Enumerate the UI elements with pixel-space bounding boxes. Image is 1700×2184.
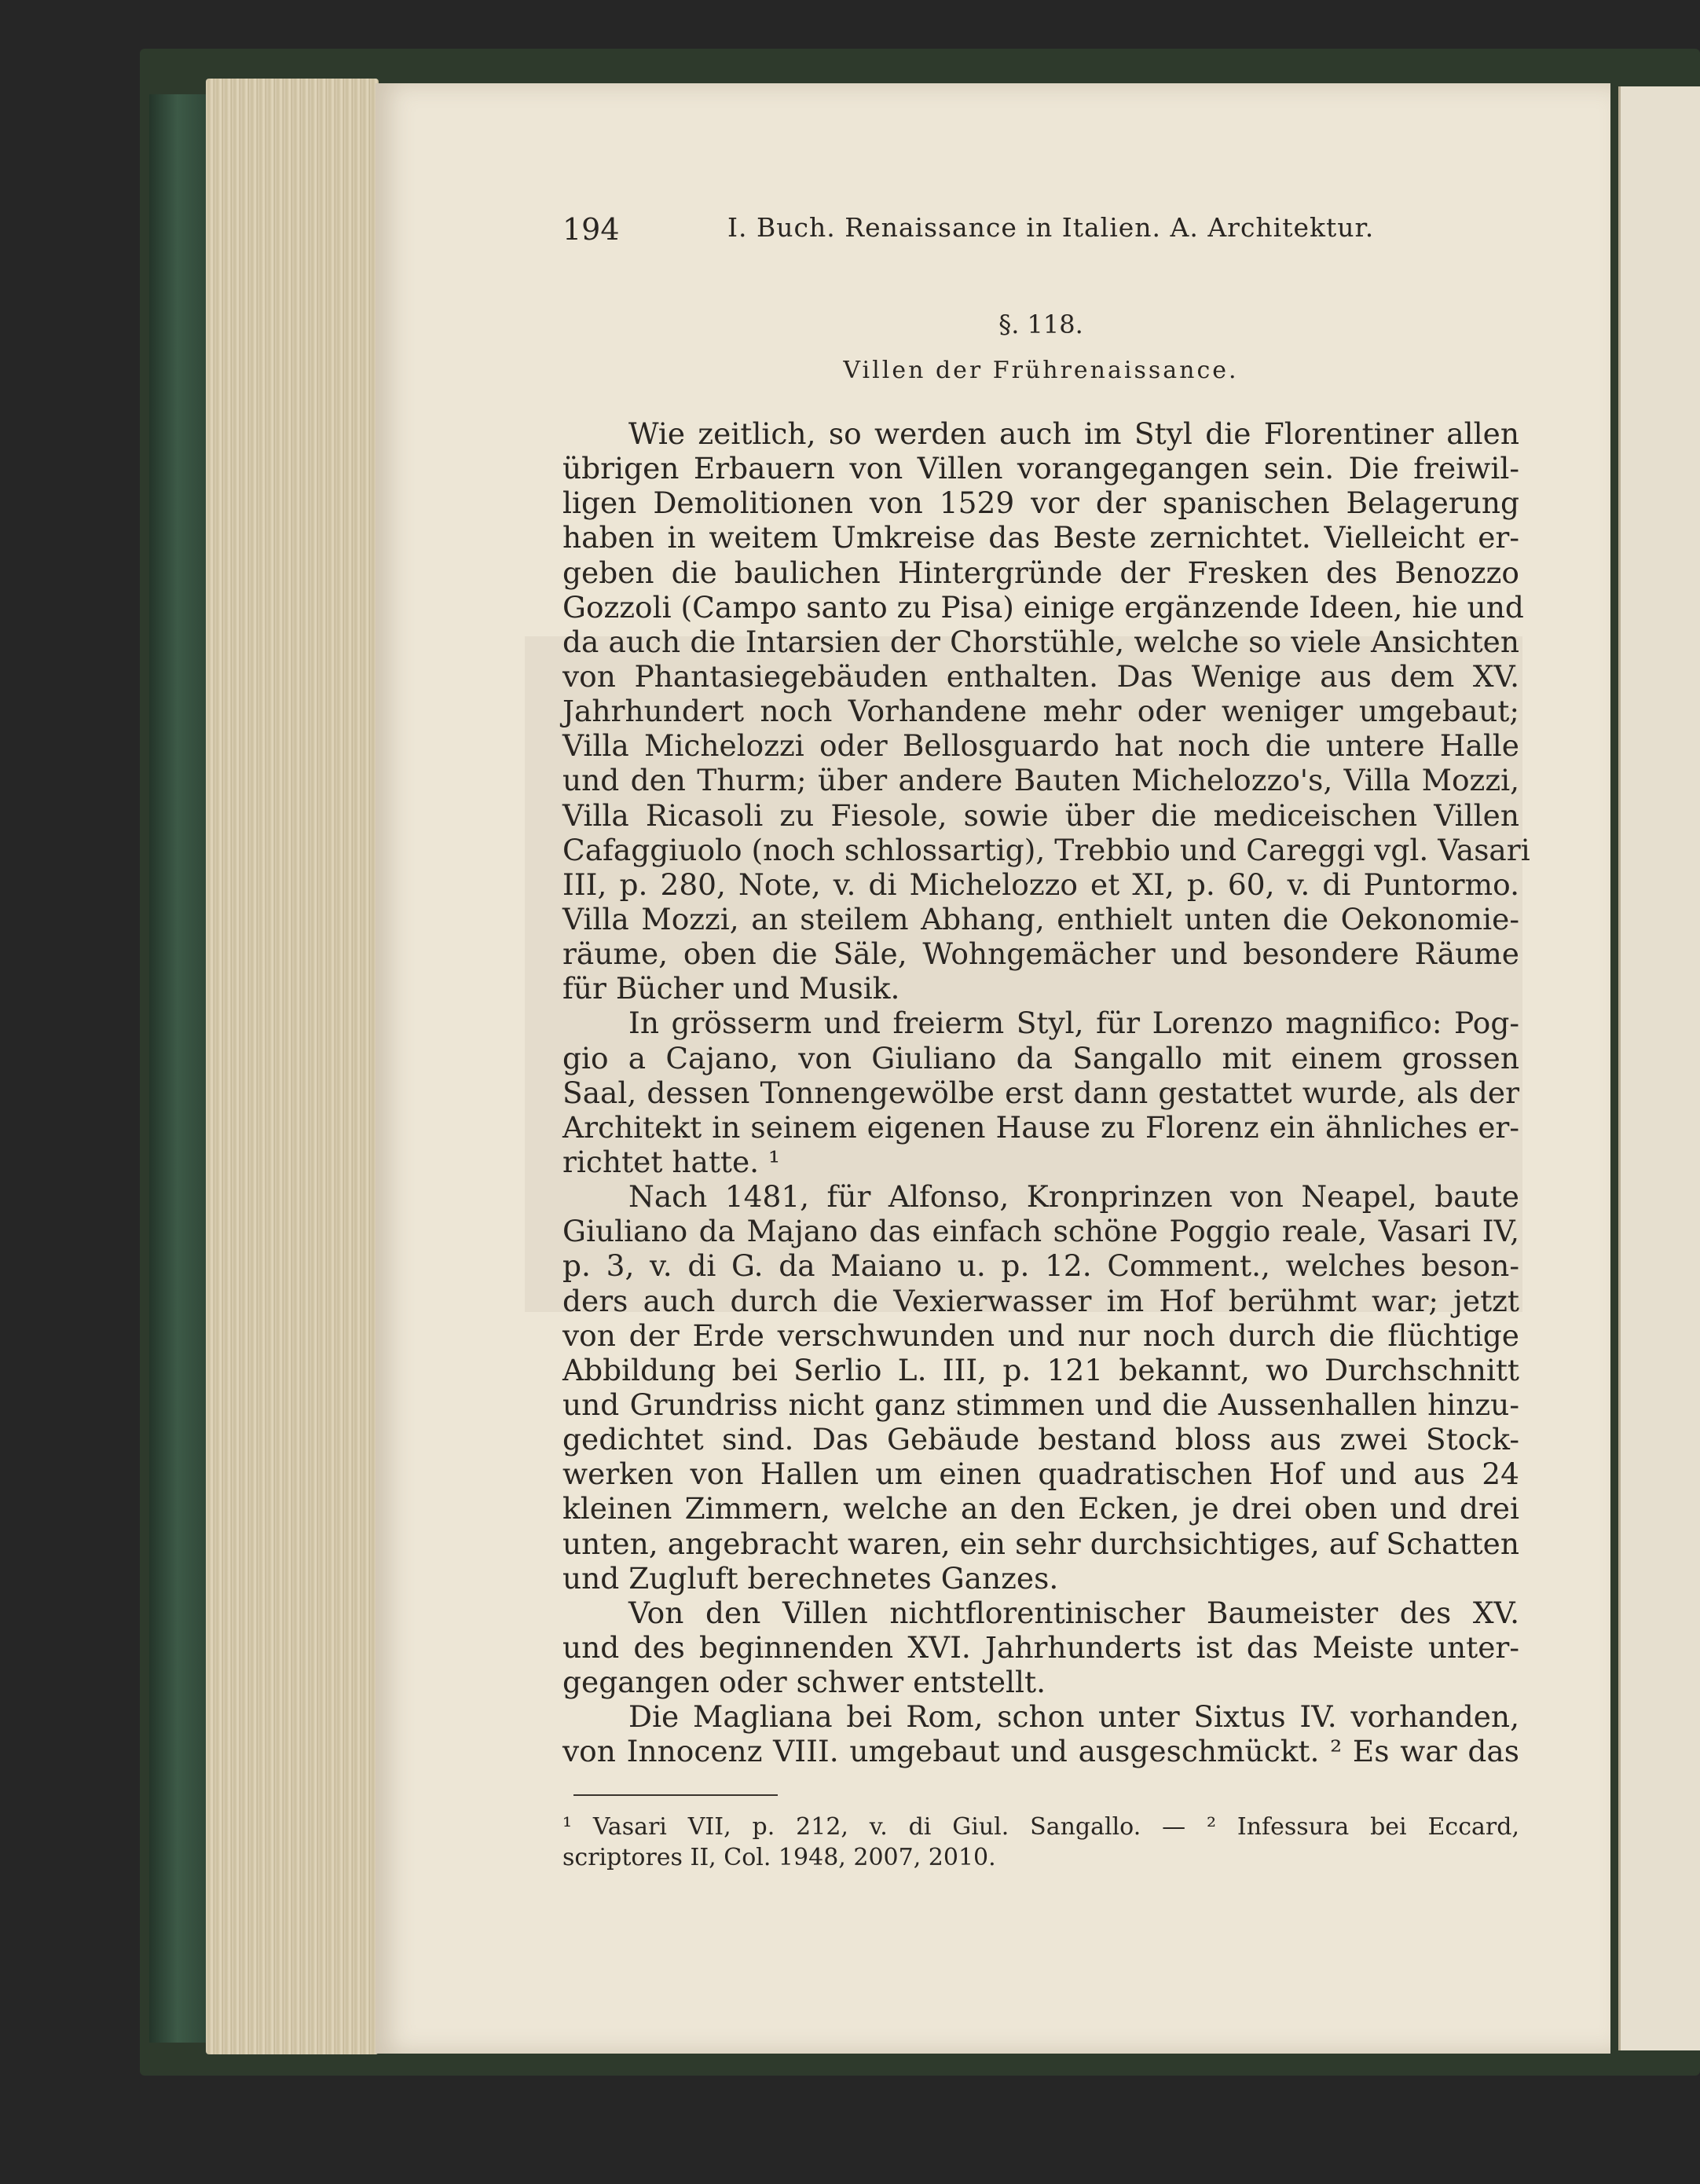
text-line: Nach 1481, für Alfonso, Kronprinzen von Neapel, baute bbox=[628, 1179, 1519, 1215]
text-line: kleinen Zimmern, welche an den Ecken, je drei oben und drei bbox=[562, 1491, 1519, 1526]
text-line: gegangen oder schwer entstellt. bbox=[562, 1665, 1046, 1700]
section-title: Villen der Frührenaissance. bbox=[843, 357, 1239, 384]
text-line: gedichtet sind. Das Gebäude bestand bloss aus zwei Stock- bbox=[562, 1422, 1519, 1457]
text-line: Giuliano da Majano das einfach schöne Poggio reale, Vasari IV, bbox=[562, 1214, 1519, 1249]
text-line: p. 3, v. di G. da Maiano u. p. 12. Comment., welches beson- bbox=[562, 1248, 1519, 1284]
footnotes bbox=[562, 1812, 1519, 1873]
text-line: Cafaggiuolo (noch schlossartig), Trebbio und Careggi vgl. Vasari bbox=[562, 832, 1530, 867]
running-title: I. Buch. Renaissance in Italien. A. Architektur. bbox=[727, 212, 1375, 243]
section-number: §. 118. bbox=[998, 310, 1083, 339]
footnote-line: scriptores II, Col. 1948, 2007, 2010. bbox=[562, 1844, 996, 1871]
footnote-line: ¹ Vasari VII, p. 212, v. di Giul. Sangallo. — ² Infessura bei Eccard, bbox=[562, 1813, 1519, 1841]
text-line: Von den Villen nichtflorentinischer Baumeister des XV. bbox=[628, 1595, 1519, 1630]
text-line: von Phantasiegebäuden enthalten. Das Wenige aus dem XV. bbox=[562, 658, 1519, 694]
text-line: Villa Ricasoli zu Fiesole, sowie über die mediceischen Villen bbox=[562, 797, 1519, 833]
text-line: Jahrhundert noch Vorhandene mehr oder weniger umgebaut; bbox=[562, 694, 1519, 729]
page-number: 194 bbox=[562, 212, 620, 247]
text-line: Wie zeitlich, so werden auch im Styl die Florentiner allen bbox=[628, 416, 1519, 451]
text-line: von der Erde verschwunden und nur noch durch die flüchtige bbox=[562, 1317, 1519, 1353]
text-line: haben in weitem Umkreise das Beste zernichtet. Vielleicht er- bbox=[562, 520, 1519, 555]
text-line: ligen Demolitionen von 1529 vor der spanischen Belagerung bbox=[562, 486, 1519, 521]
text-line: Die Magliana bei Rom, schon unter Sixtus IV. vorhanden, bbox=[628, 1699, 1519, 1735]
text-line: und des beginnenden XVI. Jahrhunderts ist das Meiste unter- bbox=[562, 1629, 1519, 1665]
text-line: geben die baulichen Hintergründe der Fresken des Benozzo bbox=[562, 555, 1519, 590]
text-line: räume, oben die Säle, Wohngemächer und besondere Räume bbox=[562, 936, 1519, 972]
text-line: Abbildung bei Serlio L. III, p. 121 bekannt, wo Durchschnitt bbox=[562, 1352, 1519, 1387]
text-line: und den Thurm; über andere Bauten Michelozzo's, Villa Mozzi, bbox=[562, 763, 1519, 798]
text-line: Villa Michelozzi oder Bellosguardo hat noch die untere Halle bbox=[562, 728, 1519, 764]
body-text bbox=[562, 416, 1530, 1769]
text-line: In grösserm und freierm Styl, für Lorenzo magnifico: Pog- bbox=[628, 1006, 1519, 1041]
text-line: III, p. 280, Note, v. di Michelozzo et XI, p. 60, v. di Puntormo. bbox=[562, 867, 1519, 902]
text-line: Gozzoli (Campo santo zu Pisa) einige ergänzende Ideen, hie und bbox=[562, 589, 1524, 625]
text-line: von Innocenz VIII. umgebaut und ausgeschmückt. ² Es war das bbox=[562, 1734, 1519, 1769]
text-line: werken von Hallen um einen quadratischen Hof und aus 24 bbox=[562, 1457, 1519, 1492]
text-line: Architekt in seinem eigenen Hause zu Florenz ein ähnliches er- bbox=[562, 1109, 1519, 1145]
text-line: Villa Mozzi, an steilem Abhang, enthielt unten die Oekonomie- bbox=[562, 901, 1519, 936]
text-line: übrigen Erbauern von Villen vorangegangen sein. Die freiwil- bbox=[562, 451, 1519, 486]
page-edges bbox=[206, 79, 379, 2054]
running-head bbox=[562, 212, 1519, 250]
text-line: Saal, dessen Tonnengewölbe erst dann gestattet wurde, als der bbox=[562, 1075, 1519, 1110]
text-line: da auch die Intarsien der Chorstühle, welche so viele Ansichten bbox=[562, 624, 1519, 659]
facing-page-edge bbox=[1618, 86, 1700, 2050]
text-line: und Zugluft berechnetes Ganzes. bbox=[562, 1560, 1059, 1596]
text-line: ders auch durch die Vexierwasser im Hof berühmt war; jetzt bbox=[562, 1283, 1519, 1318]
footnote-rule bbox=[573, 1794, 778, 1796]
text-line: gio a Cajano, von Giuliano da Sangallo mit einem grossen bbox=[562, 1040, 1519, 1076]
text-line: unten, angebracht waren, ein sehr durchsichtiges, auf Schatten bbox=[562, 1526, 1519, 1561]
text-line: und Grundriss nicht ganz stimmen und die Aussenhallen hinzu- bbox=[562, 1387, 1519, 1422]
text-line: für Bücher und Musik. bbox=[562, 971, 900, 1006]
text-line: richtet hatte. ¹ bbox=[562, 1144, 781, 1179]
